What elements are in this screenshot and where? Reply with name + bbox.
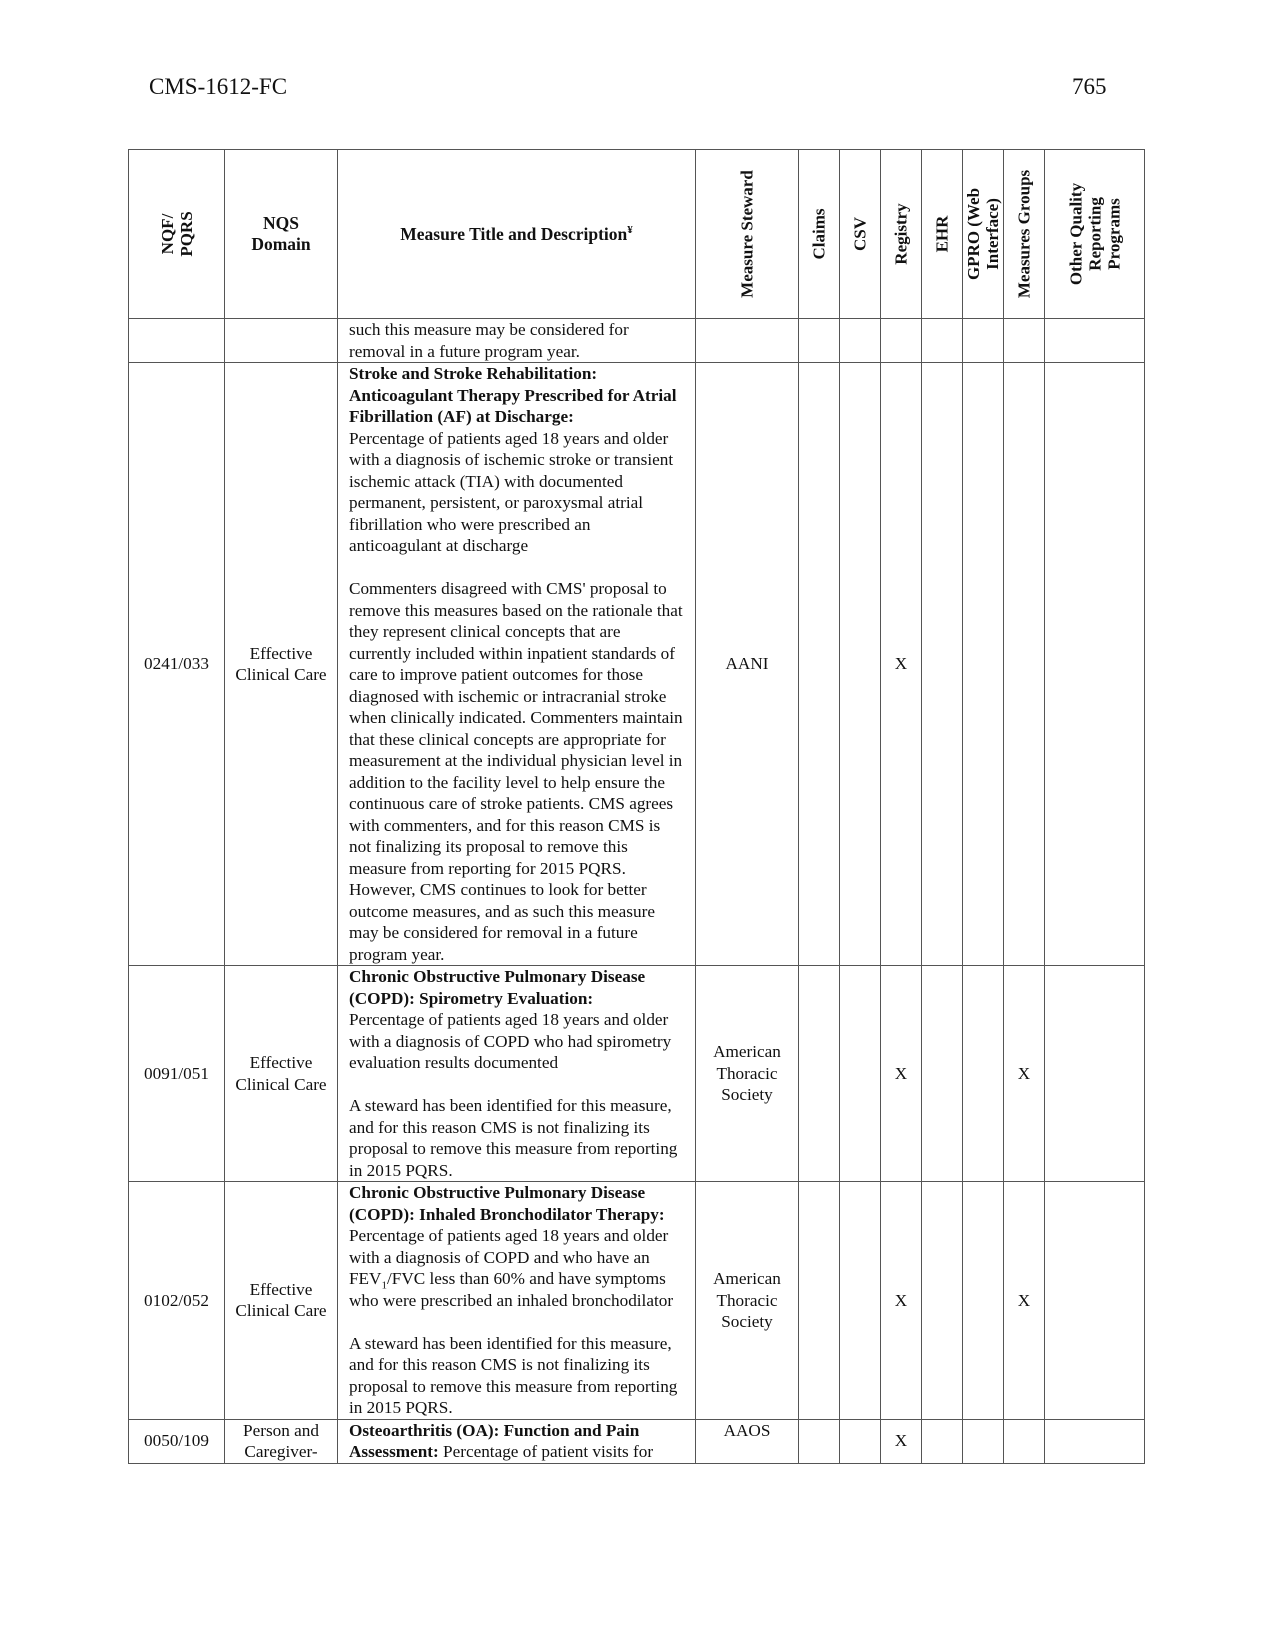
steward-cell: American Thoracic Society [696, 966, 799, 1182]
page-number: 765 [1072, 74, 1107, 99]
measure-description: Percentage of patients aged 18 years and older with a diagnosis of COPD who had spirometry evaluation results documented [349, 1010, 672, 1072]
document-id: CMS-1612-FC [149, 74, 288, 99]
groups-cell [1004, 1419, 1045, 1463]
domain-cell: Effective Clinical Care [225, 966, 338, 1182]
other-cell [1045, 1182, 1145, 1420]
column-header-csv: CSV [840, 150, 881, 319]
groups-cell: X [1004, 966, 1045, 1182]
column-header-steward: Measure Steward [696, 150, 799, 319]
nqf-cell: 0241/033 [129, 363, 225, 966]
nqf-cell [129, 319, 225, 363]
table-row [129, 363, 1145, 966]
measure-title: Chronic Obstructive Pulmonary Disease (COPD): Spirometry Evaluation: [349, 967, 646, 1008]
table-row [129, 1419, 1145, 1463]
csv-cell [840, 1182, 881, 1420]
domain-cell: Person and Caregiver- [225, 1419, 338, 1463]
steward-cell: AANI [696, 363, 799, 966]
claims-cell [799, 966, 840, 1182]
csv-cell [840, 363, 881, 966]
description-cell [338, 363, 696, 966]
table-header-row [129, 150, 1145, 319]
registry-cell: X [881, 966, 922, 1182]
column-header-registry: Registry [881, 150, 922, 319]
measure-comment: Commenters disagreed with CMS' proposal to remove this measures based on the rationale that they represent clinical concepts that are currently included within inpatient standards of care to improve patient outcomes for those diagnosed with ischemic or intracranial stroke when clinically indicated. Commenters maintain that these clinical concepts are appropriate for measurement at the individual physician level in addition to the facility level to help ensure the continuous care of stroke patients. CMS agrees with commenters, and for this reason CMS is not finalizing its proposal to remove this measure from reporting for 2015 PQRS. However, CMS continues to look for better outcome measures, and as such this measure may be considered for removal in a future program year. [349, 579, 683, 964]
table-row [129, 966, 1145, 1182]
measure-description: Percentage of patients aged 18 years and older with a diagnosis of ischemic stroke or transient ischemic attack (TIA) with documented permanent, persistent, or paroxysmal atrial fibrillation who were prescribed an anticoagulant at discharge [349, 428, 674, 555]
other-cell [1045, 319, 1145, 363]
description-cell [338, 1182, 696, 1420]
measure-comment: A steward has been identified for this measure, and for this reason CMS is not finalizing its proposal to remove this measure from reporting in 2015 PQRS. [349, 1096, 678, 1180]
registry-cell: X [881, 363, 922, 966]
gpro-cell [963, 319, 1004, 363]
measure-comment: A steward has been identified for this measure, and for this reason CMS is not finalizing its proposal to remove this measure from reporting in 2015 PQRS. [349, 1333, 678, 1417]
nqf-cell: 0091/051 [129, 966, 225, 1182]
column-header-title: Measure Title and Description¥ [338, 150, 696, 319]
claims-cell [799, 363, 840, 966]
claims-cell [799, 1419, 840, 1463]
domain-cell [225, 319, 338, 363]
registry-cell [881, 319, 922, 363]
column-header-gpro: GPRO (Web Interface) [963, 150, 1004, 319]
column-header-ehr: EHR [922, 150, 963, 319]
csv-cell [840, 966, 881, 1182]
ehr-cell [922, 966, 963, 1182]
nqf-cell: 0050/109 [129, 1419, 225, 1463]
column-header-domain: NQS Domain [225, 150, 338, 319]
claims-cell [799, 1182, 840, 1420]
domain-cell: Effective Clinical Care [225, 363, 338, 966]
other-cell [1045, 966, 1145, 1182]
column-header-other: Other Quality Reporting Programs [1045, 150, 1145, 319]
claims-cell [799, 319, 840, 363]
table-row [129, 1182, 1145, 1420]
nqf-cell: 0102/052 [129, 1182, 225, 1420]
registry-cell: X [881, 1419, 922, 1463]
description-cell [338, 1419, 696, 1463]
groups-cell: X [1004, 1182, 1045, 1420]
gpro-cell [963, 363, 1004, 966]
steward-cell: AAOS [696, 1419, 799, 1463]
groups-cell [1004, 319, 1045, 363]
gpro-cell [963, 1182, 1004, 1420]
footnote-mark: ¥ [627, 223, 633, 236]
measures-table [128, 149, 1145, 1464]
gpro-cell [963, 966, 1004, 1182]
measure-title: Stroke and Stroke Rehabilitation: Anticoagulant Therapy Prescribed for Atrial Fibrillation (AF) at Discharge: [349, 364, 677, 426]
csv-cell [840, 1419, 881, 1463]
ehr-cell [922, 319, 963, 363]
steward-cell: American Thoracic Society [696, 1182, 799, 1420]
table-row [129, 319, 1145, 363]
column-header-nqf: NQF/ PQRS [129, 150, 225, 319]
column-header-groups: Measures Groups [1004, 150, 1045, 319]
measure-title: Chronic Obstructive Pulmonary Disease (COPD): Inhaled Bronchodilator Therapy: [349, 1183, 665, 1224]
registry-cell: X [881, 1182, 922, 1420]
measure-description: Percentage of patient visits for [443, 1442, 654, 1461]
ehr-cell [922, 363, 963, 966]
ehr-cell [922, 1419, 963, 1463]
domain-cell: Effective Clinical Care [225, 1182, 338, 1420]
description-cell: such this measure may be considered for removal in a future program year. [338, 319, 696, 363]
gpro-cell [963, 1419, 1004, 1463]
groups-cell [1004, 363, 1045, 966]
measure-description: Percentage of patients aged 18 years and older with a diagnosis of COPD and who have an $FEV_1$/FVC less than 60% and have symptoms who were prescribed an inhaled bronchodilator [349, 1226, 674, 1310]
other-cell [1045, 1419, 1145, 1463]
column-header-claims: Claims [799, 150, 840, 319]
measure-title: Osteoarthritis (OA): Function and Pain Assessment: [349, 1420, 640, 1461]
description-cell [338, 966, 696, 1182]
ehr-cell [922, 1182, 963, 1420]
steward-cell [696, 319, 799, 363]
other-cell [1045, 363, 1145, 966]
csv-cell [840, 319, 881, 363]
